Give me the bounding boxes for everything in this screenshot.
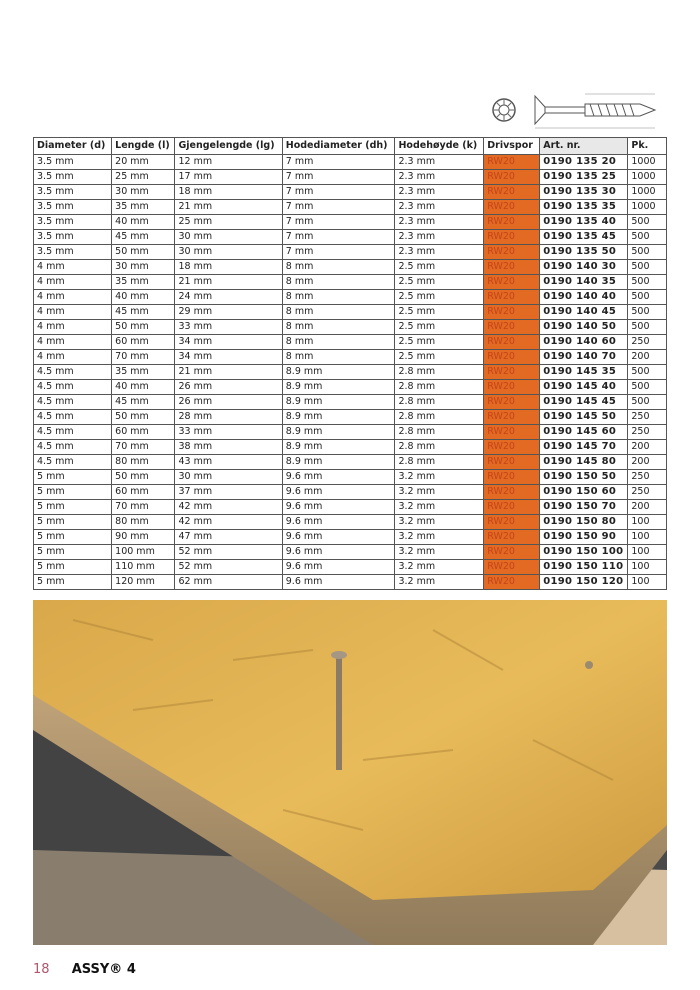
page-number: 18: [33, 962, 50, 977]
table-cell: 0190 140 45: [540, 305, 628, 320]
table-cell: 70 mm: [112, 500, 175, 515]
table-row: [34, 500, 667, 515]
table-cell: 100: [628, 530, 667, 545]
table-cell: RW20: [484, 185, 540, 200]
table-cell: 8 mm: [282, 275, 395, 290]
table-cell: 34 mm: [175, 350, 282, 365]
table-row: [34, 425, 667, 440]
table-cell: 0190 135 45: [540, 230, 628, 245]
table-cell: RW20: [484, 380, 540, 395]
table-cell: 200: [628, 350, 667, 365]
table-cell: 50 mm: [112, 410, 175, 425]
table-cell: RW20: [484, 230, 540, 245]
table-cell: 52 mm: [175, 560, 282, 575]
table-row: [34, 440, 667, 455]
table-cell: RW20: [484, 200, 540, 215]
table-cell: 2.8 mm: [395, 380, 484, 395]
table-cell: 2.5 mm: [395, 290, 484, 305]
table-cell: 2.3 mm: [395, 185, 484, 200]
table-row: [34, 200, 667, 215]
table-cell: 0190 135 35: [540, 200, 628, 215]
table-cell: 0190 140 50: [540, 320, 628, 335]
table-cell: 3.5 mm: [34, 215, 112, 230]
table-cell: 500: [628, 365, 667, 380]
table-cell: 4 mm: [34, 335, 112, 350]
table-cell: RW20: [484, 515, 540, 530]
table-cell: 8 mm: [282, 350, 395, 365]
table-row: [34, 305, 667, 320]
table-cell: RW20: [484, 560, 540, 575]
table-cell: 8.9 mm: [282, 395, 395, 410]
table-cell: 30 mm: [112, 185, 175, 200]
table-cell: 7 mm: [282, 215, 395, 230]
table-cell: 500: [628, 260, 667, 275]
table-cell: RW20: [484, 440, 540, 455]
table-cell: 5 mm: [34, 560, 112, 575]
table-cell: 8.9 mm: [282, 410, 395, 425]
table-cell: 52 mm: [175, 545, 282, 560]
table-cell: RW20: [484, 305, 540, 320]
table-cell: 110 mm: [112, 560, 175, 575]
table-cell: RW20: [484, 575, 540, 590]
column-header: Hodediameter (dh): [282, 138, 395, 155]
table-cell: 4.5 mm: [34, 440, 112, 455]
table-cell: 80 mm: [112, 455, 175, 470]
table-cell: 2.8 mm: [395, 455, 484, 470]
table-cell: 500: [628, 215, 667, 230]
page-footer: [33, 962, 136, 977]
table-cell: 0190 145 40: [540, 380, 628, 395]
column-header: Diameter (d): [34, 138, 112, 155]
table-cell: 62 mm: [175, 575, 282, 590]
table-cell: RW20: [484, 455, 540, 470]
table-cell: 0190 150 70: [540, 500, 628, 515]
table-cell: 250: [628, 470, 667, 485]
table-cell: 250: [628, 335, 667, 350]
table-cell: 100: [628, 545, 667, 560]
table-row: [34, 275, 667, 290]
table-cell: 3.2 mm: [395, 515, 484, 530]
table-cell: 1000: [628, 185, 667, 200]
table-cell: 3.2 mm: [395, 575, 484, 590]
table-cell: 4 mm: [34, 290, 112, 305]
table-cell: 30 mm: [112, 260, 175, 275]
table-cell: 9.6 mm: [282, 545, 395, 560]
table-cell: 2.5 mm: [395, 320, 484, 335]
table-cell: 500: [628, 290, 667, 305]
table-row: [34, 470, 667, 485]
table-cell: 8.9 mm: [282, 455, 395, 470]
table-cell: 24 mm: [175, 290, 282, 305]
table-cell: 200: [628, 500, 667, 515]
table-cell: 2.8 mm: [395, 410, 484, 425]
table-cell: 0190 150 60: [540, 485, 628, 500]
table-cell: 12 mm: [175, 155, 282, 170]
table-cell: 3.2 mm: [395, 530, 484, 545]
table-cell: 0190 135 30: [540, 185, 628, 200]
table-cell: 21 mm: [175, 365, 282, 380]
table-cell: 2.5 mm: [395, 260, 484, 275]
table-cell: 5 mm: [34, 500, 112, 515]
table-cell: 0190 150 80: [540, 515, 628, 530]
table-row: [34, 455, 667, 470]
table-cell: 38 mm: [175, 440, 282, 455]
table-cell: 5 mm: [34, 485, 112, 500]
table-row: [34, 380, 667, 395]
table-cell: 2.5 mm: [395, 275, 484, 290]
table-cell: 21 mm: [175, 200, 282, 215]
table-cell: 8.9 mm: [282, 365, 395, 380]
table-cell: 35 mm: [112, 275, 175, 290]
table-cell: 4.5 mm: [34, 455, 112, 470]
table-cell: RW20: [484, 335, 540, 350]
table-cell: 3.2 mm: [395, 560, 484, 575]
table-cell: RW20: [484, 425, 540, 440]
column-header: Drivspor: [484, 138, 540, 155]
table-cell: 8 mm: [282, 305, 395, 320]
table-cell: 2.8 mm: [395, 395, 484, 410]
table-cell: 0190 150 90: [540, 530, 628, 545]
table-cell: 40 mm: [112, 215, 175, 230]
table-cell: 47 mm: [175, 530, 282, 545]
table-cell: 9.6 mm: [282, 500, 395, 515]
table-cell: 42 mm: [175, 515, 282, 530]
table-cell: 30 mm: [175, 470, 282, 485]
table-cell: 8 mm: [282, 335, 395, 350]
table-cell: 17 mm: [175, 170, 282, 185]
table-row: [34, 260, 667, 275]
table-cell: 7 mm: [282, 185, 395, 200]
table-cell: 0190 135 40: [540, 215, 628, 230]
table-cell: 8.9 mm: [282, 425, 395, 440]
table-cell: 500: [628, 230, 667, 245]
table-cell: 3.5 mm: [34, 170, 112, 185]
table-cell: 5 mm: [34, 530, 112, 545]
product-table: [33, 137, 667, 590]
table-cell: 0190 145 35: [540, 365, 628, 380]
table-cell: 4 mm: [34, 320, 112, 335]
table-cell: 0190 145 60: [540, 425, 628, 440]
table-cell: 0190 150 100: [540, 545, 628, 560]
table-cell: 33 mm: [175, 425, 282, 440]
table-row: [34, 245, 667, 260]
table-cell: 7 mm: [282, 155, 395, 170]
table-cell: RW20: [484, 215, 540, 230]
table-cell: RW20: [484, 245, 540, 260]
column-header: Lengde (l): [112, 138, 175, 155]
column-header: Pk.: [628, 138, 667, 155]
table-cell: RW20: [484, 470, 540, 485]
table-cell: RW20: [484, 260, 540, 275]
table-cell: 2.5 mm: [395, 350, 484, 365]
table-cell: 7 mm: [282, 200, 395, 215]
table-cell: RW20: [484, 290, 540, 305]
table-cell: 8 mm: [282, 260, 395, 275]
table-cell: 3.2 mm: [395, 485, 484, 500]
table-row: [34, 530, 667, 545]
table-cell: 43 mm: [175, 455, 282, 470]
table-cell: 8.9 mm: [282, 440, 395, 455]
table-cell: 0190 150 50: [540, 470, 628, 485]
column-header: Hodehøyde (k): [395, 138, 484, 155]
table-cell: 5 mm: [34, 545, 112, 560]
table-row: [34, 485, 667, 500]
column-header: Art. nr.: [540, 138, 628, 155]
table-cell: 100 mm: [112, 545, 175, 560]
table-cell: 30 mm: [175, 245, 282, 260]
table-cell: 7 mm: [282, 170, 395, 185]
table-cell: 1000: [628, 170, 667, 185]
table-cell: 1000: [628, 155, 667, 170]
table-cell: 4 mm: [34, 275, 112, 290]
table-row: [34, 395, 667, 410]
table-cell: 8.9 mm: [282, 380, 395, 395]
table-cell: 3.2 mm: [395, 470, 484, 485]
table-row: [34, 155, 667, 170]
table-cell: 28 mm: [175, 410, 282, 425]
table-cell: 33 mm: [175, 320, 282, 335]
table-cell: 9.6 mm: [282, 470, 395, 485]
table-cell: 0190 150 110: [540, 560, 628, 575]
table-cell: 4 mm: [34, 350, 112, 365]
table-cell: RW20: [484, 155, 540, 170]
table-cell: RW20: [484, 395, 540, 410]
table-cell: 0190 140 70: [540, 350, 628, 365]
table-cell: 2.8 mm: [395, 425, 484, 440]
table-cell: 0190 145 70: [540, 440, 628, 455]
table-cell: 4.5 mm: [34, 365, 112, 380]
table-row: [34, 515, 667, 530]
table-cell: 0190 145 50: [540, 410, 628, 425]
table-cell: 60 mm: [112, 335, 175, 350]
table-cell: 0190 135 20: [540, 155, 628, 170]
table-row: [34, 560, 667, 575]
table-cell: 21 mm: [175, 275, 282, 290]
table-cell: 0190 140 60: [540, 335, 628, 350]
table-cell: 500: [628, 395, 667, 410]
table-cell: 42 mm: [175, 500, 282, 515]
table-cell: RW20: [484, 170, 540, 185]
table-cell: 26 mm: [175, 380, 282, 395]
table-cell: 9.6 mm: [282, 485, 395, 500]
table-cell: 37 mm: [175, 485, 282, 500]
table-header-row: [34, 138, 667, 155]
table-row: [34, 230, 667, 245]
table-cell: 2.8 mm: [395, 365, 484, 380]
table-cell: 100: [628, 515, 667, 530]
table-cell: 40 mm: [112, 290, 175, 305]
table-row: [34, 410, 667, 425]
table-cell: 7 mm: [282, 245, 395, 260]
table-cell: 120 mm: [112, 575, 175, 590]
table-cell: 7 mm: [282, 230, 395, 245]
table-cell: 3.5 mm: [34, 245, 112, 260]
table-cell: 0190 140 35: [540, 275, 628, 290]
table-cell: 3.5 mm: [34, 200, 112, 215]
table-cell: 50 mm: [112, 320, 175, 335]
table-cell: 4.5 mm: [34, 395, 112, 410]
table-cell: 3.2 mm: [395, 545, 484, 560]
brand-name: ASSY® 4: [71, 962, 136, 977]
table-cell: RW20: [484, 500, 540, 515]
product-photo-osb-board-with-screw: [33, 600, 667, 945]
table-cell: 70 mm: [112, 350, 175, 365]
table-cell: 3.5 mm: [34, 155, 112, 170]
table-cell: RW20: [484, 530, 540, 545]
table-cell: 2.3 mm: [395, 245, 484, 260]
table-cell: 26 mm: [175, 395, 282, 410]
table-cell: 18 mm: [175, 260, 282, 275]
table-row: [34, 185, 667, 200]
column-header: Gjengelengde (lg): [175, 138, 282, 155]
table-cell: 2.5 mm: [395, 305, 484, 320]
table-cell: 2.3 mm: [395, 200, 484, 215]
table-cell: 35 mm: [112, 365, 175, 380]
table-cell: RW20: [484, 485, 540, 500]
table-cell: 0190 135 50: [540, 245, 628, 260]
table-cell: 60 mm: [112, 485, 175, 500]
table-row: [34, 290, 667, 305]
table-row: [34, 170, 667, 185]
table-cell: 200: [628, 455, 667, 470]
table-cell: RW20: [484, 275, 540, 290]
table-cell: 1000: [628, 200, 667, 215]
table-cell: 100: [628, 575, 667, 590]
table-cell: 8 mm: [282, 320, 395, 335]
table-cell: 0190 140 30: [540, 260, 628, 275]
table-cell: 2.3 mm: [395, 170, 484, 185]
table-cell: RW20: [484, 320, 540, 335]
table-cell: 5 mm: [34, 470, 112, 485]
table-cell: 4.5 mm: [34, 425, 112, 440]
table-row: [34, 365, 667, 380]
table-cell: 0190 135 25: [540, 170, 628, 185]
table-cell: 25 mm: [112, 170, 175, 185]
table-cell: 29 mm: [175, 305, 282, 320]
table-cell: 4.5 mm: [34, 380, 112, 395]
table-cell: RW20: [484, 365, 540, 380]
table-cell: 500: [628, 245, 667, 260]
table-cell: 3.5 mm: [34, 230, 112, 245]
table-cell: 500: [628, 380, 667, 395]
table-cell: 100: [628, 560, 667, 575]
table-cell: 5 mm: [34, 515, 112, 530]
table-cell: 250: [628, 410, 667, 425]
table-cell: 3.5 mm: [34, 185, 112, 200]
table-cell: 0190 145 80: [540, 455, 628, 470]
table-cell: 30 mm: [175, 230, 282, 245]
table-row: [34, 215, 667, 230]
table-row: [34, 545, 667, 560]
table-cell: 4 mm: [34, 260, 112, 275]
table-cell: 2.3 mm: [395, 155, 484, 170]
table-cell: 5 mm: [34, 575, 112, 590]
table-cell: 2.3 mm: [395, 230, 484, 245]
table-cell: 60 mm: [112, 425, 175, 440]
table-cell: 250: [628, 425, 667, 440]
table-cell: 0190 150 120: [540, 575, 628, 590]
screw-diagram-icon: [490, 84, 660, 134]
table-cell: 18 mm: [175, 185, 282, 200]
table-row: [34, 335, 667, 350]
table-cell: 20 mm: [112, 155, 175, 170]
table-cell: 40 mm: [112, 380, 175, 395]
table-cell: 500: [628, 320, 667, 335]
table-cell: 90 mm: [112, 530, 175, 545]
table-cell: 2.5 mm: [395, 335, 484, 350]
table-cell: 25 mm: [175, 215, 282, 230]
table-row: [34, 350, 667, 365]
table-cell: 35 mm: [112, 200, 175, 215]
table-cell: 34 mm: [175, 335, 282, 350]
table-cell: 250: [628, 485, 667, 500]
table-cell: 50 mm: [112, 470, 175, 485]
table-row: [34, 320, 667, 335]
table-cell: 8 mm: [282, 290, 395, 305]
table-cell: 9.6 mm: [282, 515, 395, 530]
table-cell: RW20: [484, 350, 540, 365]
table-cell: 2.3 mm: [395, 215, 484, 230]
table-cell: 500: [628, 275, 667, 290]
table-cell: 2.8 mm: [395, 440, 484, 455]
table-cell: 500: [628, 305, 667, 320]
table-cell: 4.5 mm: [34, 410, 112, 425]
table-cell: 9.6 mm: [282, 560, 395, 575]
table-cell: RW20: [484, 545, 540, 560]
table-cell: 0190 140 40: [540, 290, 628, 305]
table-cell: RW20: [484, 410, 540, 425]
table-cell: 45 mm: [112, 305, 175, 320]
table-cell: 9.6 mm: [282, 530, 395, 545]
table-cell: 4 mm: [34, 305, 112, 320]
table-cell: 45 mm: [112, 230, 175, 245]
table-cell: 50 mm: [112, 245, 175, 260]
table-cell: 3.2 mm: [395, 500, 484, 515]
table-cell: 80 mm: [112, 515, 175, 530]
table-row: [34, 575, 667, 590]
table-cell: 45 mm: [112, 395, 175, 410]
table-cell: 9.6 mm: [282, 575, 395, 590]
table-cell: 200: [628, 440, 667, 455]
table-cell: 70 mm: [112, 440, 175, 455]
table-cell: 0190 145 45: [540, 395, 628, 410]
